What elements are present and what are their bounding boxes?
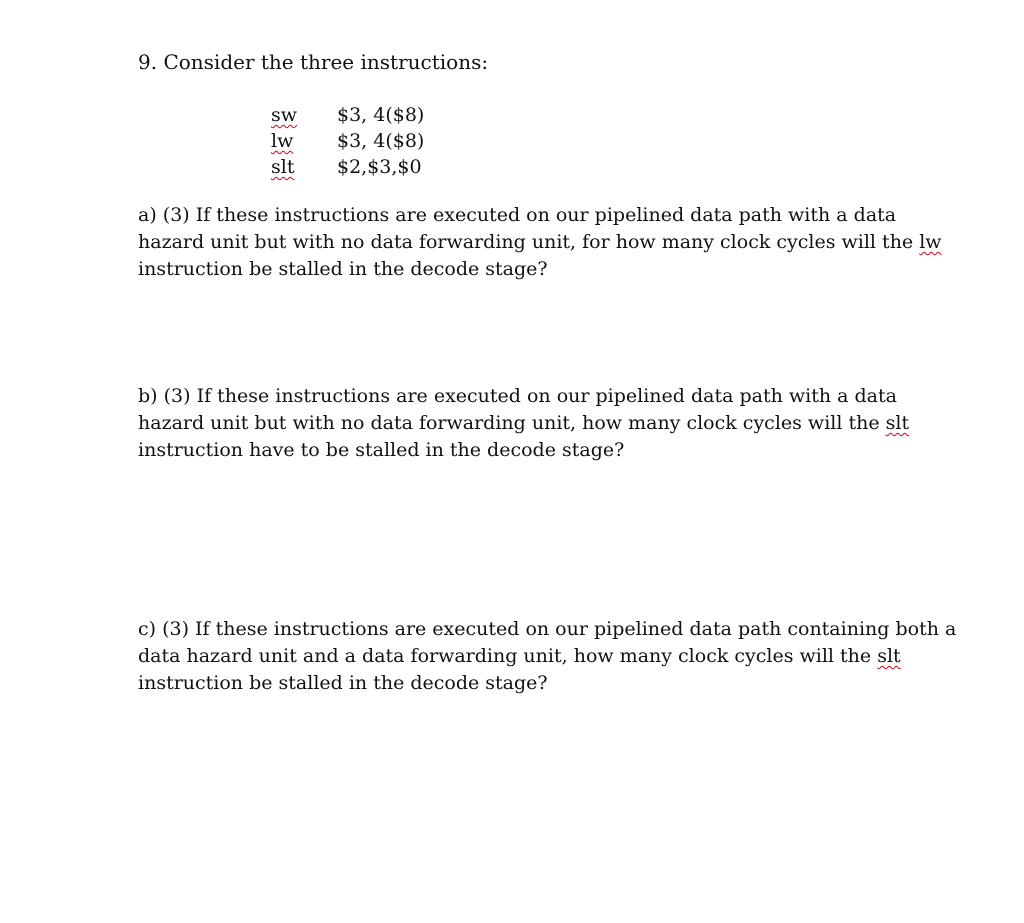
instruction-term: lw xyxy=(919,231,942,253)
instruction-operands: $2,$3,$0 xyxy=(337,156,422,178)
question-a xyxy=(138,202,978,283)
question-line-text: hazard unit but with no data forwarding unit, how many clock cycles will the xyxy=(138,412,886,434)
question-line xyxy=(138,643,978,670)
instruction-row xyxy=(271,154,424,180)
question-c xyxy=(138,616,978,697)
instruction-opcode: slt xyxy=(271,156,295,178)
problem-heading: 9. Consider the three instructions: xyxy=(138,50,489,74)
question-line: a) (3) If these instructions are executed on our pipelined data path with a data xyxy=(138,204,897,226)
question-line: instruction be stalled in the decode stage? xyxy=(138,672,548,694)
question-b xyxy=(138,383,978,464)
instruction-opcode: lw xyxy=(271,130,294,152)
instruction-operands: $3, 4($8) xyxy=(337,130,425,152)
question-line: b) (3) If these instructions are executed on our pipelined data path with a data xyxy=(138,385,897,407)
question-line: c) (3) If these instructions are executed on our pipelined data path containing both a xyxy=(138,618,957,640)
instruction-operands: $3, 4($8) xyxy=(337,104,425,126)
instruction-list xyxy=(271,102,424,180)
question-line-text: data hazard unit and a data forwarding unit, how many clock cycles will the xyxy=(138,645,878,667)
question-line xyxy=(138,229,978,256)
instruction-opcode: sw xyxy=(271,104,298,126)
instruction-row xyxy=(271,128,424,154)
question-line: instruction have to be stalled in the decode stage? xyxy=(138,439,625,461)
question-line xyxy=(138,410,978,437)
instruction-term: slt xyxy=(877,645,901,667)
question-line-text: hazard unit but with no data forwarding unit, for how many clock cycles will the xyxy=(138,231,920,253)
question-line: instruction be stalled in the decode stage? xyxy=(138,258,548,280)
instruction-term: slt xyxy=(885,412,910,434)
instruction-row xyxy=(271,102,424,128)
